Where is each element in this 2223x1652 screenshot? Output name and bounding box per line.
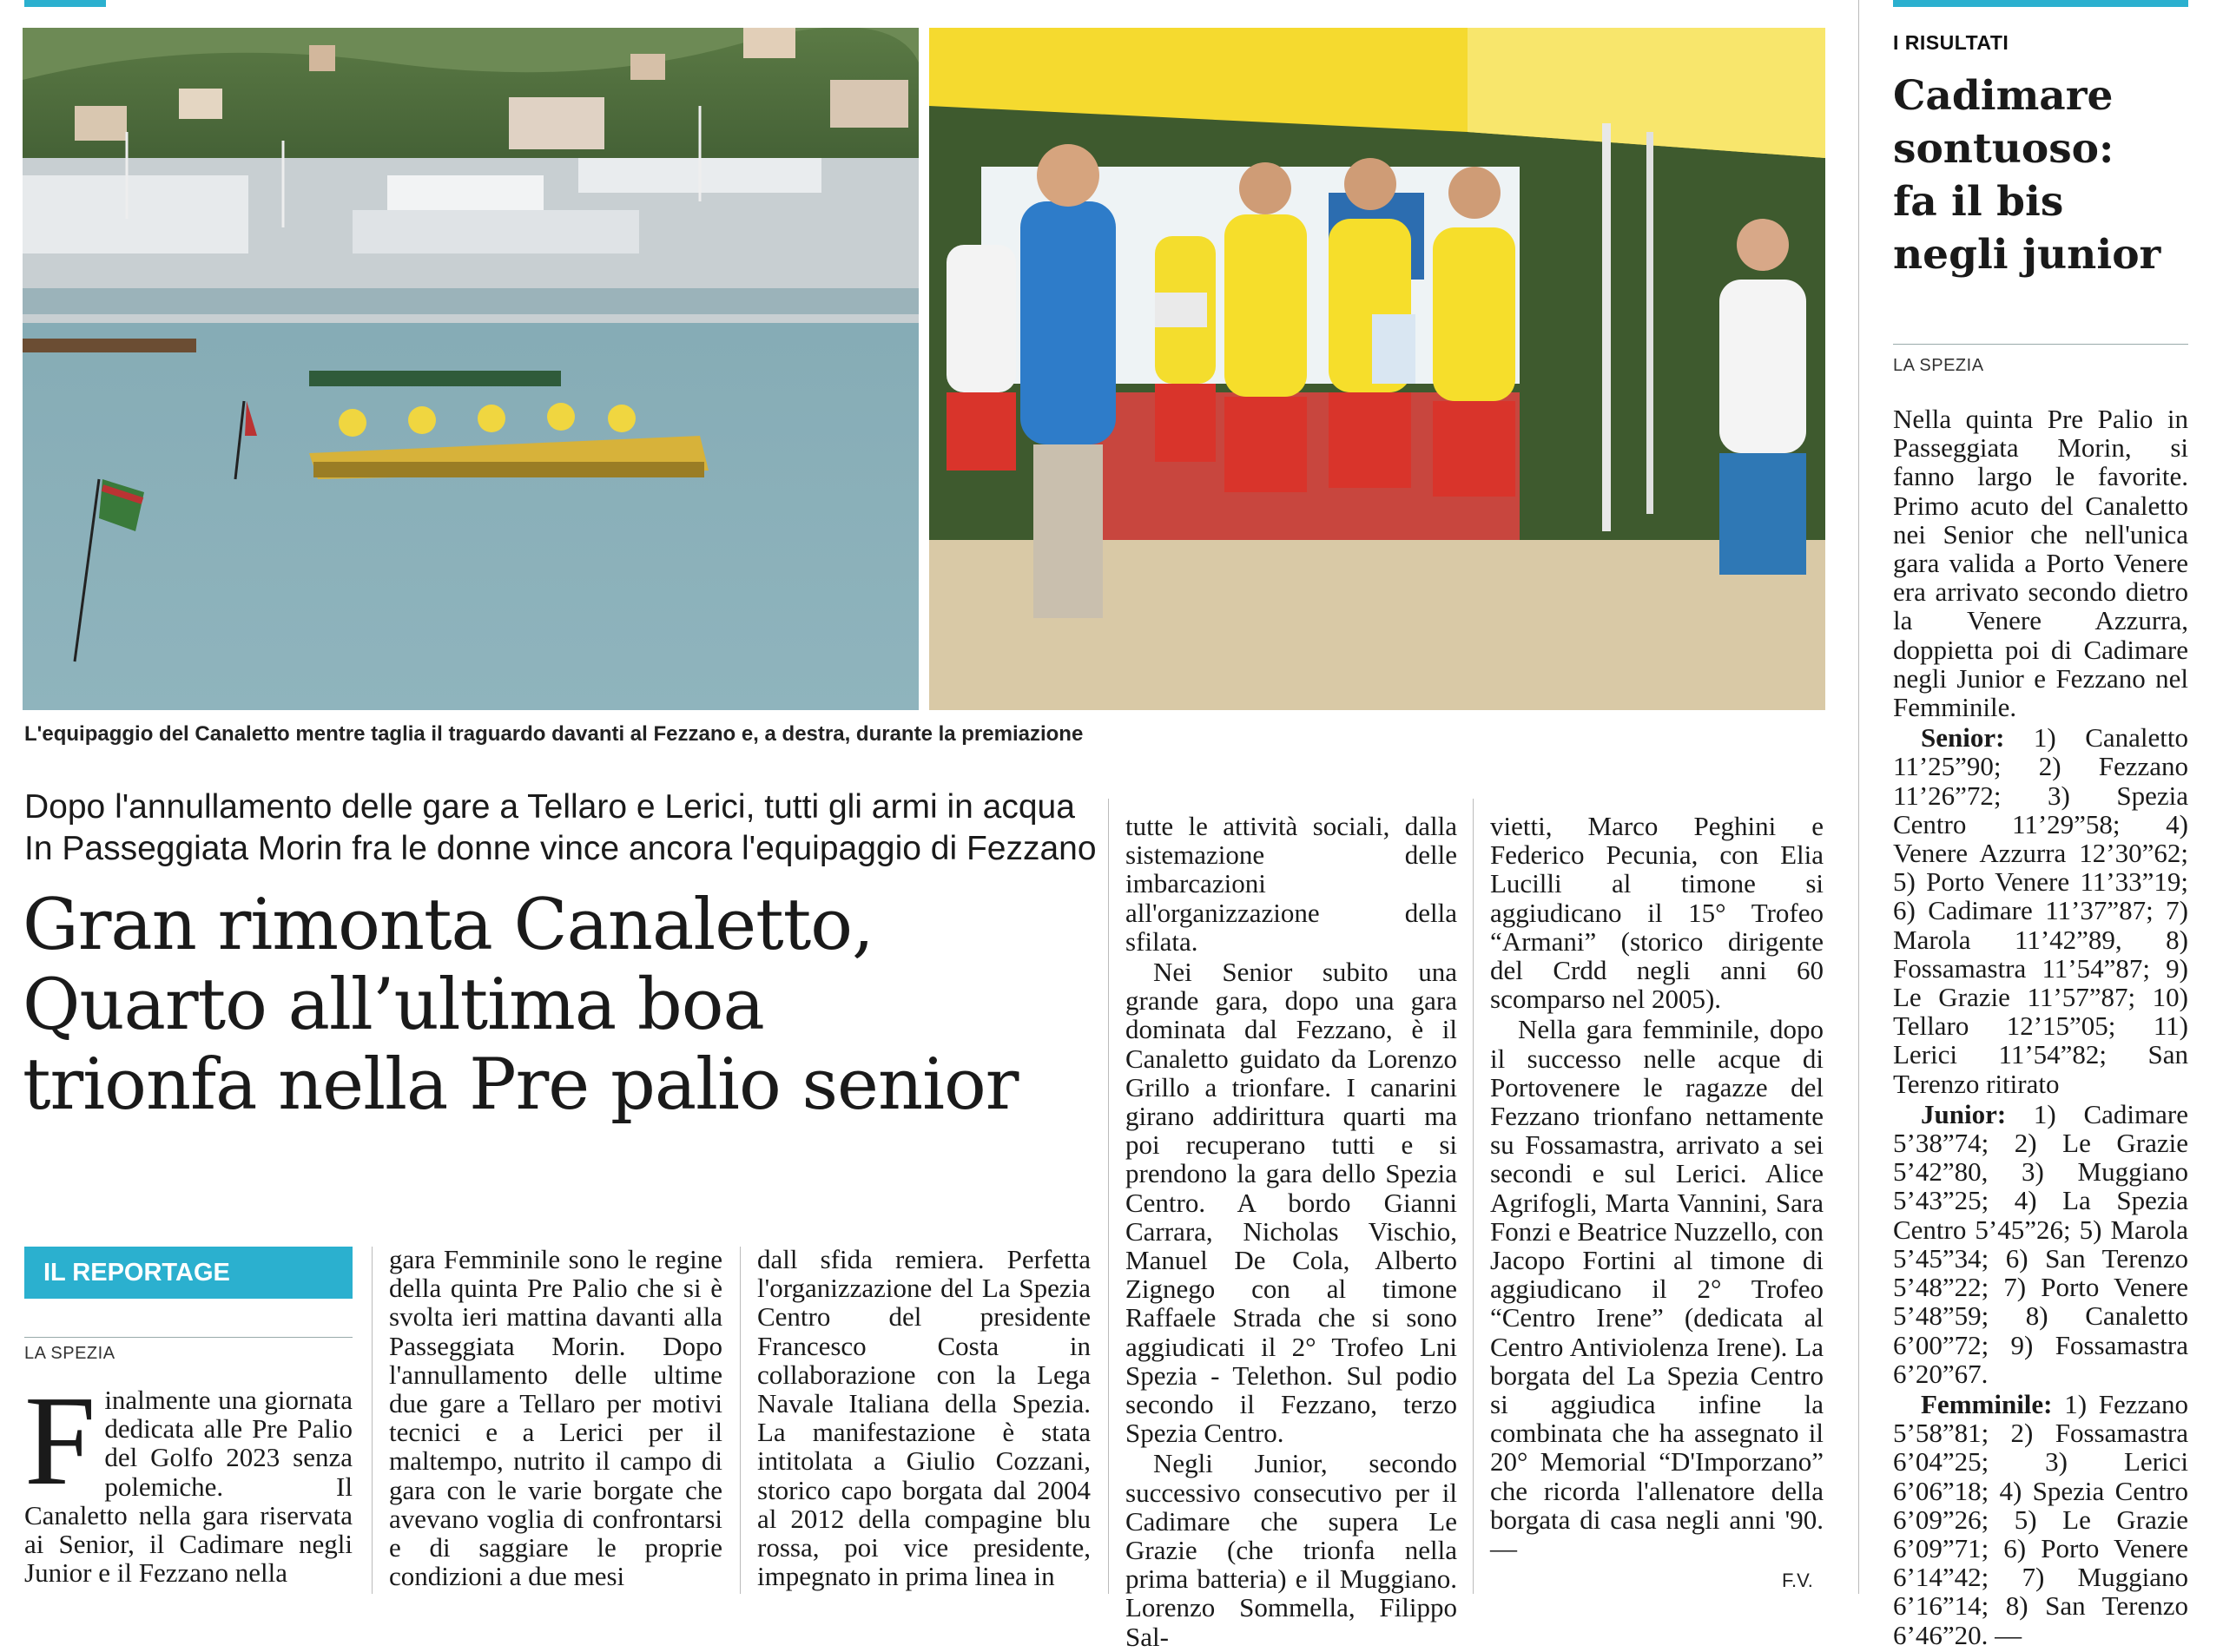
- article-column-5: [1490, 812, 1824, 1563]
- article-headline: [23, 885, 1117, 1125]
- kicker-line: In Passeggiata Morin fra le donne vince ancora l'equipaggio di Fezzano: [24, 830, 1097, 867]
- drop-cap: F: [24, 1370, 96, 1512]
- article-paragraph: vietti, Marco Peghini e Federico Pecunia, con Elia Lucilli al timone si aggiudicano il 15° Trofeo “Armani” (storico dirigente del Crdd negli anni 60 scomparso nel 2005).: [1490, 811, 1824, 1015]
- article-column-1: [24, 1370, 353, 1589]
- femminile-list: 1) Fezzano 5’58”81; 2) Fossamastra 6’04”25; 3) Lerici 6’06”18; 4) Spezia Centro 6’09”26; 5) Le Grazie 6’09”71; 6) Porto Venere 6’14”42; 7) Muggiano 6’16”14; 8) San Terenzo 6’46”20. —: [1893, 1388, 2188, 1650]
- article-text: gara Femminile sono le regine della quinta Pre Palio che si è svolta ieri mattina davanti alla Passeggiata Morin. Dopo l'annullamento delle ultime due gare a Tellaro per motivi tecnici e a Lerici per il maltempo, nutrito il campo di gara con le varie borgate che avevano voglia di confrontarsi e di saggiare le proprie condizioni a due mesi: [389, 1244, 722, 1592]
- headline-line: trionfa nella Pre palio senior: [23, 1044, 1019, 1126]
- sidebar-title-line: Cadimare: [1893, 72, 2114, 120]
- article-paragraph: Nella gara femminile, dopo il successo nelle acque di Portovenere le ragazze del Fezzano trionfano nettamente su Fossamastra, arrivato a sei secondi e sul Lerici. Alice Agrifogli, Marta Vannini, Sara Fonzi e Beatrice Nuzzello, con Jacopo Fortini al timone di aggiudicano il 2° Trofeo “Centro Irene” (dedicata al Centro Antiviolenza Irene). La borgata del La Spezia Centro si aggiudica infine la combinata che ha assegnato il 20° Memorial “D'Imporzano” che ricorda l'allenatore della borgata di casa negli anni '90. —: [1490, 1014, 1824, 1564]
- sidebar-dateline: LA SPEZIA: [1893, 356, 1984, 375]
- divider: [24, 1337, 353, 1338]
- dateline: LA SPEZIA: [24, 1344, 115, 1363]
- section-label: IL REPORTAGE: [24, 1247, 353, 1299]
- femminile-label: Femminile:: [1921, 1388, 2053, 1419]
- senior-results: [1893, 723, 2188, 1098]
- sidebar-intro: Nella quinta Pre Palio in Passeggiata Morin, si fanno largo le favorite. Primo acuto del Canaletto nei Senior che nell'unica gara valida a Porto Venere era arrivato secondo dietro la Venere Azzurra, doppietta poi di Cadimare negli Junior e Fezzano nel Femminile.: [1893, 404, 2188, 723]
- article-column-3: [757, 1245, 1091, 1590]
- femminile-results: [1893, 1390, 2188, 1649]
- junior-results: [1893, 1100, 2188, 1388]
- senior-label: Senior:: [1921, 722, 2005, 754]
- junior-label: Junior:: [1921, 1098, 2007, 1129]
- article-column-2: [389, 1245, 722, 1590]
- article-text: dall sfida remiera. Perfetta l'organizzazione del La Spezia Centro del presidente Francesco Costa in collaborazione con la Lega Navale Italiana della Spezia. La manifestazione è stata intitolata a Giulio Cozzani, storico capo borgata dal 2004 al 2012 della compagine blu rossa, poi vice presidente, impegnato in prima linea in: [757, 1244, 1091, 1592]
- top-accent-bar-right: [1893, 0, 2188, 7]
- headline-line: Quarto all’ultima boa: [23, 964, 764, 1046]
- column-divider: [1473, 799, 1474, 1594]
- column-divider: [372, 1247, 373, 1594]
- sidebar-title-line: negli junior: [1893, 231, 2161, 279]
- sidebar-results: [1893, 405, 2188, 1649]
- senior-list: 1) Canaletto 11’25”90; 2) Fezzano 11’26”72; 3) Spezia Centro 11’29”58; 4) Venere Azzurra 12’30”62; 5) Porto Venere 11’33”19; 6) Cadimare 11’37”87; 7) Marola 11’42”89, 8) Fossamastra 11’54”87; 9) Le Grazie 11’57”87; 10) Tellaro 12’15”05; 11) Lerici 11’54”82; San Terenzo ritirato: [1893, 722, 2188, 1099]
- divider: [1893, 344, 2188, 345]
- article-paragraph: Nei Senior subito una grande gara, dopo una gara dominata dal Fezzano, è il Canaletto guidato da Lorenzo Grillo a trionfare. I canarini girano addirittura quarti ma poi recuperano tutti e si prendono la gara dello Spezia Centro. A bordo Gianni Carrara, Nicholas Vischio, Manuel De Cola, Alberto Zignego con al timone Raffaele Strada che si sono aggiudicati il 2° Trofeo Lni Spezia - Telethon. Sul podio secondo il Fezzano, terzo Spezia Centro.: [1125, 957, 1457, 1449]
- sidebar-tag: I RISULTATI: [1893, 31, 2009, 54]
- article-paragraph: Negli Junior, secondo successivo consecutivo per il Cadimare che supera Le Grazie (che trionfa nella prima batteria) e il Muggiano. Lorenzo Sommella, Filippo Sal-: [1125, 1448, 1457, 1652]
- article-paragraph: tutte le attività sociali, dalla sistemazione delle imbarcazioni all'organizzazione della sfilata.: [1125, 811, 1457, 957]
- article-column-4: [1125, 812, 1457, 1651]
- top-accent-bar-left: [24, 0, 106, 7]
- photo-caption: L'equipaggio del Canaletto mentre taglia il traguardo davanti al Fezzano e, a destra, durante la premiazione: [24, 722, 1084, 746]
- sidebar-divider: [1858, 0, 1859, 1594]
- junior-list: 1) Cadimare 5’38”74; 2) Le Grazie 5’42”80, 3) Muggiano 5’43”25; 4) La Spezia Centro 5’45”26; 5) Marola 5’45”34; 6) San Terenzo 5’48”22; 7) Porto Venere 5’48”59; 8) Canaletto 6’00”72; 9) Fossamastra 6’20”67.: [1893, 1098, 2188, 1389]
- sidebar-title: [1893, 69, 2188, 281]
- column-divider: [1108, 799, 1109, 1594]
- article-kicker: [24, 787, 1101, 870]
- kicker-line: Dopo l'annullamento delle gare a Tellaro e Lerici, tutti gli armi in acqua: [24, 788, 1075, 826]
- column-divider: [740, 1247, 741, 1594]
- sidebar-title-line: sontuoso:: [1893, 125, 2114, 173]
- sidebar-title-line: fa il bis: [1893, 178, 2064, 226]
- headline-line: Gran rimonta Canaletto,: [23, 885, 874, 966]
- rowing-race-photo: [23, 28, 919, 710]
- award-ceremony-photo: [929, 28, 1825, 710]
- author-signature: F.V.: [1782, 1570, 1813, 1591]
- article-text: inalmente una giornata dedicata alle Pre Palio del Golfo 2023 senza polemiche. Il Canaletto nella gara riservata ai Senior, il Cadimare negli Junior e il Fezzano nella: [24, 1385, 353, 1589]
